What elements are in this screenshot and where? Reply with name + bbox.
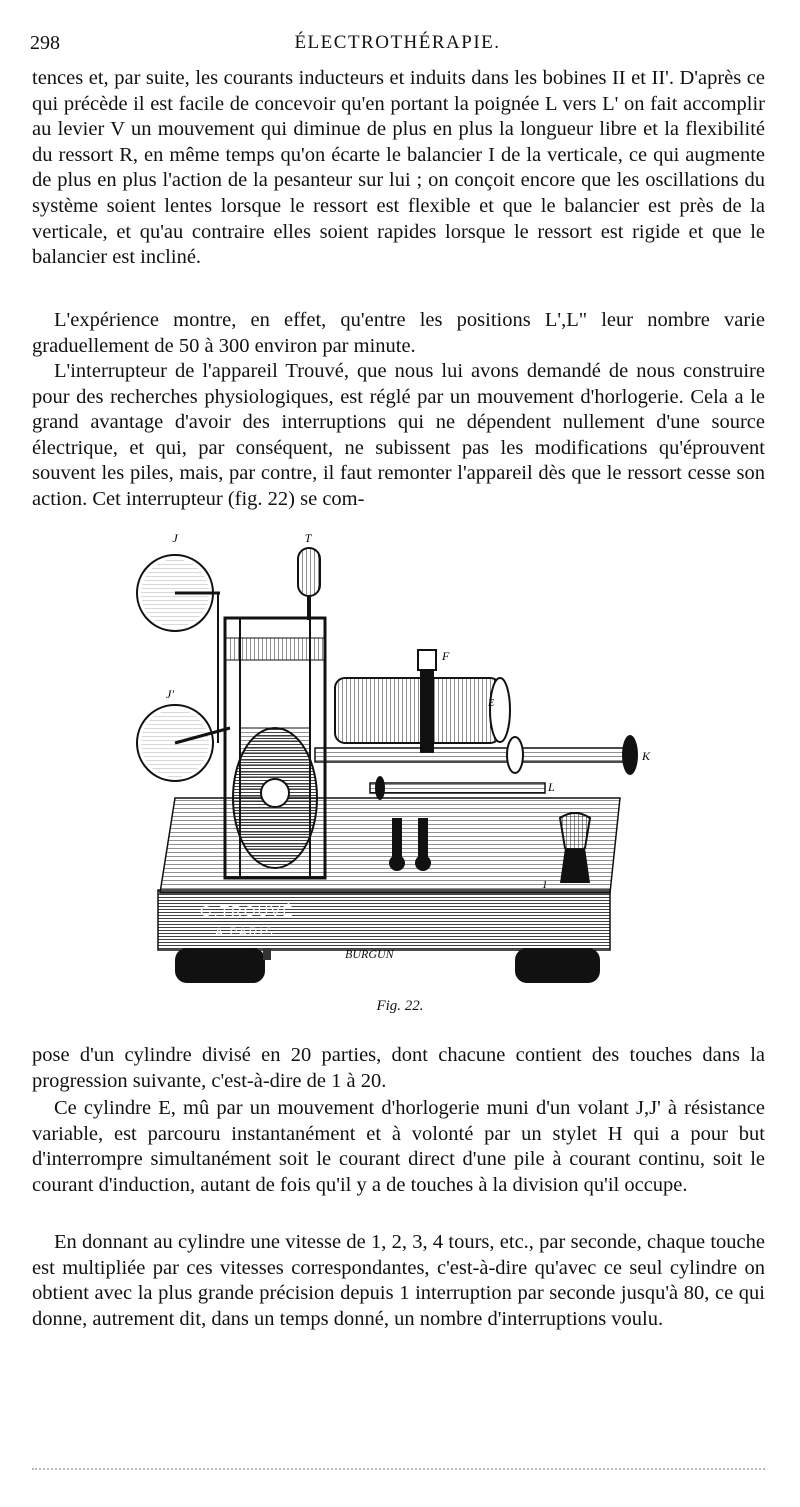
lever-l bbox=[370, 776, 545, 800]
paragraph-cylindre-e: Ce cylindre E, mû par un mouvement d'horlogerie muni d'un volant J,J' à résistance variable, est parcouru instantanément et à volonté par un stylet H qui a pour but d'interrompre simultanément soit le courant direct d'une pile à courant continu, soit le courant d'induction, autant de fois qu'il y a de touches à la division qu'il occupe. bbox=[32, 1097, 765, 1196]
page-number: 298 bbox=[30, 32, 60, 54]
base-inscription-city: A PARIS bbox=[215, 925, 275, 939]
label-j-prime: J' bbox=[166, 687, 174, 701]
base-inscription-maker: G.TROUVÉ bbox=[200, 903, 295, 920]
paragraph-continuation: tences et, par suite, les courants inducteurs et induits dans les bobines II et II'. D'après ce qui précède il est facile de concevoir qu'en portant la poignée L vers L' on fait accomplir au levier V un mouvement qui diminue de plus en plus la longueur libre et la flexibilité du ressort R, en même temps qu'on écarte le balancier I de la verticale, ce qui augmente de plus en plus l'action de la pesanteur sur lui ; on conçoit encore que les oscillations du système soient lentes lorsque le ressort est flexible et que le balancier est près de la verticale, et qu'au contraire elles soient rapides lorsque le ressort est rigide et que le balancier est incliné. bbox=[32, 67, 765, 269]
label-f: F bbox=[442, 649, 450, 663]
paragraph-vitesse: En donnant au cylindre une vitesse de 1, 2, 3, 4 tours, etc., par seconde, chaque touche est multipliée par ces vitesses correspondantes, c'est-à-dire qu'avec ce seul cylindre on obtient avec la plus grande précision depuis 1 interruption par seconde jusqu'à 80, ce qui donne, autrement dit, dans un temps donné, un nombre d'interruptions voulu. bbox=[32, 1231, 765, 1330]
running-title: ÉLECTROTHÉRAPIE. bbox=[294, 32, 501, 53]
interrupter-engraving bbox=[130, 528, 670, 993]
stylet-holder-f bbox=[418, 650, 436, 670]
label-t: T bbox=[304, 531, 312, 545]
flywheel-j-prime bbox=[137, 705, 230, 781]
paragraph-cylindre-parties: pose d'un cylindre divisé en 20 parties, dont chacune contient des touches dans la progression suivante, c'est-à-dire de 1 à 20. bbox=[32, 1044, 765, 1092]
flywheel-j bbox=[137, 555, 220, 631]
label-l: L bbox=[548, 780, 555, 794]
label-j: J bbox=[172, 531, 178, 545]
clockwork-frame bbox=[225, 618, 325, 878]
winding-key-t bbox=[298, 548, 320, 620]
cylinder-e bbox=[335, 668, 510, 753]
label-one: 1 bbox=[542, 879, 548, 891]
engraver-signature: BURGUN bbox=[345, 947, 394, 961]
footer-rule bbox=[32, 1468, 765, 1472]
label-k: K bbox=[642, 749, 651, 763]
paragraph-interrupteur: L'interrupteur de l'appareil Trouvé, que nous lui avons demandé de nous construire pour des recherches physiologiques, est réglé par un mouvement d'horlogerie. Cela a le grand avantage d'avoir des interruptions qui ne dépendent nullement d'une source électrique, et qui, par conséquent, ne subissent pas les modifications qu'éprouvent souvent les piles, mais, par contre, il faut remonter l'appareil dès que le ressort cesse son action. Cet interrupteur (fig. 22) se com- bbox=[32, 360, 765, 510]
label-e: E bbox=[488, 698, 495, 709]
figure-22-illustration bbox=[130, 528, 670, 993]
figure-caption: Fig. 22. bbox=[376, 998, 424, 1014]
paragraph-experience: L'expérience montre, en effet, qu'entre les positions L',L" leur nombre varie graduellement de 50 à 300 environ par minute. bbox=[32, 309, 765, 357]
page-header bbox=[30, 32, 765, 58]
